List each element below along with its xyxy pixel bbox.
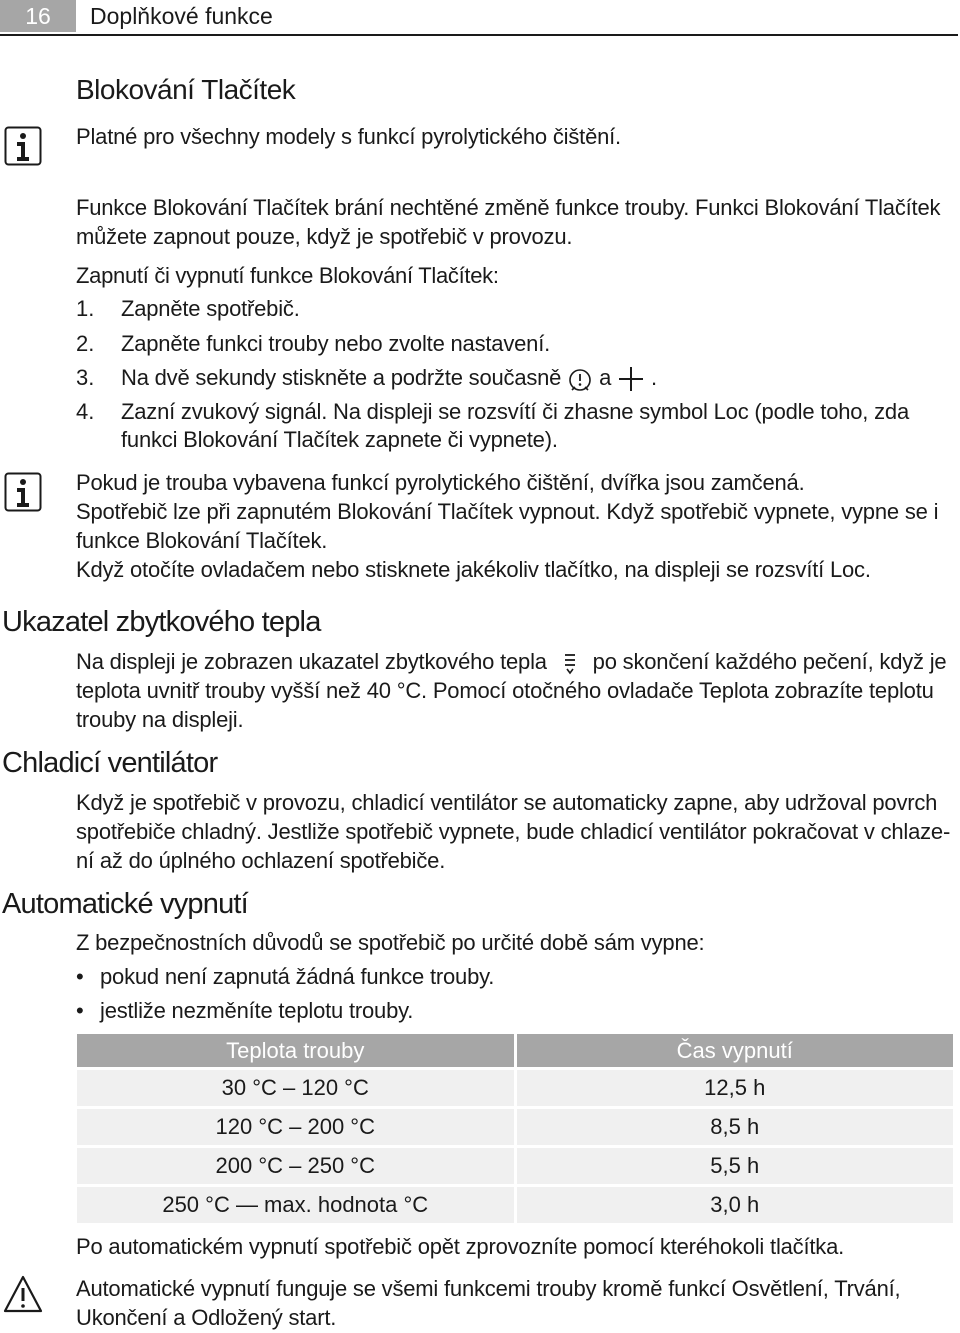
residual-heat-line-3: trouby na displeji.	[76, 707, 244, 732]
section-title-auto-off: Automatické vypnutí	[2, 888, 248, 920]
step-number: 2.	[76, 331, 95, 356]
step-text	[121, 364, 657, 392]
cooling-fan-line: spotřebiče chladný. Jestliže spotřebič vypnete, bude chladicí ventilátor pokračovat v chlaze-	[76, 819, 951, 844]
residual-heat-line-1	[76, 648, 946, 676]
after-table-note: Po automatickém vypnutí spotřebič opět zprovozníte pomocí kteréhokoli tlačítka.	[76, 1234, 845, 1259]
residual-heat-icon	[553, 650, 587, 676]
bullet-marker: •	[76, 998, 84, 1023]
info-text: Spotřebič lze při zapnutém Blokování Tlačítek vypnout. Když spotřebič vypnete, vypne se i	[76, 499, 939, 524]
table-cell-temperature: 120 °C – 200 °C	[77, 1109, 514, 1145]
info-text: funkce Blokování Tlačítek.	[76, 528, 328, 553]
residual-heat-text: po skončení každého pečení, když je	[592, 649, 947, 674]
residual-heat-text: Na displeji je zobrazen ukazatel zbytkového tepla	[76, 649, 547, 674]
table-cell-time: 8,5 h	[517, 1109, 954, 1145]
step-text-cont: funkci Blokování Tlačítek zapnete či vypnete).	[121, 427, 558, 452]
cooling-fan-line: ní až do úplného ochlazení spotřebiče.	[76, 848, 446, 873]
table-header-temperature: Teplota trouby	[77, 1034, 514, 1067]
step-text-mid: a	[599, 365, 612, 390]
table-cell-temperature: 250 °C — max. hodnota °C	[77, 1187, 514, 1223]
section-title-cooling-fan: Chladicí ventilátor	[2, 747, 218, 779]
step-number: 1.	[76, 296, 95, 321]
step-text-after: .	[650, 365, 657, 390]
table-header-row	[77, 1034, 953, 1067]
alarm-clock-icon	[567, 366, 593, 392]
table-row	[77, 1187, 953, 1223]
section-title-residual-heat: Ukazatel zbytkového tepla	[2, 606, 321, 638]
step-text-before: Na dvě sekundy stiskněte a podržte současně	[121, 365, 562, 390]
plus-icon	[617, 366, 645, 392]
warning-text: Ukončení a Odložený start.	[76, 1305, 337, 1330]
bullet-item: jestliže nezměníte teplotu trouby.	[100, 998, 414, 1023]
residual-heat-line-2: teplota uvnitř trouby vyšší než 40 °C. Pomocí otočného ovladače Teplota zobrazíte teplotu	[76, 678, 934, 703]
cooling-fan-line: Když je spotřebič v provozu, chladicí ventilátor se automaticky zapne, aby udržoval povrch	[76, 790, 938, 815]
header-divider	[0, 34, 958, 36]
section-title-button-lock: Blokování Tlačítek	[76, 74, 296, 105]
table-cell-temperature: 200 °C – 250 °C	[77, 1148, 514, 1184]
table-row	[77, 1109, 953, 1145]
steps-heading: Zapnutí či vypnutí funkce Blokování Tlačítek:	[76, 263, 499, 288]
table-header-time: Čas vypnutí	[517, 1034, 954, 1067]
warning-text: Automatické vypnutí funguje se všemi funkcemi trouby kromě funkcí Osvětlení, Trvání,	[76, 1276, 901, 1301]
table-cell-time: 12,5 h	[517, 1070, 954, 1106]
intro-line-2: můžete zapnout pouze, když je spotřebič v provozu.	[76, 224, 573, 249]
info-icon	[4, 472, 42, 512]
table-cell-time: 5,5 h	[517, 1148, 954, 1184]
step-text: Zazní zvukový signál. Na displeji se rozsvítí či zhasne symbol Loc (podle toho, zda	[121, 399, 910, 424]
page-number: 16	[0, 0, 76, 32]
table-row	[77, 1070, 953, 1106]
page-header	[0, 0, 960, 36]
info-note: Platné pro všechny modely s funkcí pyrolytického čištění.	[76, 124, 621, 149]
info-text: Když otočíte ovladačem nebo stisknete jakékoliv tlačítko, na displeji se rozsvítí Loc.	[76, 557, 871, 582]
bullet-marker: •	[76, 964, 84, 989]
warning-icon	[2, 1274, 44, 1314]
shutdown-table	[74, 1031, 956, 1226]
step-number: 3.	[76, 365, 95, 390]
bullet-item: pokud není zapnutá žádná funkce trouby.	[100, 964, 495, 989]
header-title: Doplňkové funkce	[90, 3, 273, 29]
table-cell-temperature: 30 °C – 120 °C	[77, 1070, 514, 1106]
step-text: Zapněte spotřebič.	[121, 296, 300, 321]
info-text: Pokud je trouba vybavena funkcí pyrolytického čištění, dvířka jsou zamčená.	[76, 470, 805, 495]
info-icon	[4, 126, 42, 166]
table-cell-time: 3,0 h	[517, 1187, 954, 1223]
intro-line-1: Funkce Blokování Tlačítek brání nechtěné změně funkce trouby. Funkci Blokování Tlačítek	[76, 195, 941, 220]
step-number: 4.	[76, 399, 95, 424]
auto-off-intro: Z bezpečnostních důvodů se spotřebič po určité době sám vypne:	[76, 930, 705, 955]
table-row	[77, 1148, 953, 1184]
step-text: Zapněte funkci trouby nebo zvolte nastavení.	[121, 331, 551, 356]
